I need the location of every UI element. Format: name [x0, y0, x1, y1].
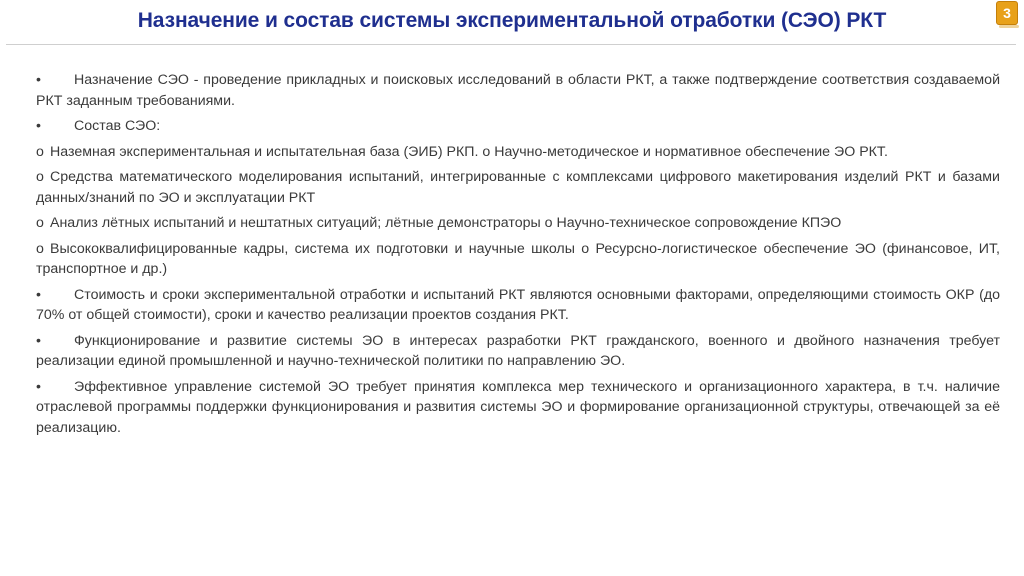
sub-item-flight-tests	[36, 213, 1000, 234]
bullet-marker: •	[36, 332, 41, 349]
paragraph-text: Высококвалифицированные кадры, система их подготовки и научные школы о Ресурсно-логистическое обеспечение ЭО (финансовое, ИТ, транспортное и др.)	[36, 240, 1000, 277]
sub-item-modeling	[36, 167, 1000, 208]
sub-item-test-base	[36, 142, 1000, 163]
paragraph-text: Наземная экспериментальная и испытательная база (ЭИБ) РКП. о Научно-методическое и нормативное обеспечение ЭО РКТ.	[50, 143, 888, 160]
paragraph-cost	[36, 285, 1000, 326]
paragraph-text: Состав СЭО:	[74, 118, 161, 134]
paragraph-text: Назначение СЭО - проведение прикладных и поисковых исследований в области РКТ, а также подтверждение соответствия создаваемой РКТ заданным требованиями.	[36, 72, 1000, 109]
title-divider	[6, 44, 1016, 45]
slide-content	[36, 70, 1000, 443]
bullet-marker: •	[36, 378, 41, 395]
paragraph-text: Анализ лётных испытаний и нештатных ситуаций; лётные демонстраторы о Научно-техническое сопровождение КПЭО	[50, 215, 842, 231]
bullet-marker: •	[36, 72, 41, 88]
sub-marker: о	[36, 240, 44, 257]
bullet-marker: •	[36, 286, 41, 303]
sub-marker: о	[36, 215, 44, 231]
sub-item-personnel	[36, 239, 1000, 280]
sub-marker: о	[36, 143, 44, 160]
paragraph-text: Средства математического моделирования испытаний, интегрированные с комплексами цифрового макетирования изделий РКТ и базами данных/знаний по ЭО и эксплуатации РКТ	[36, 169, 1000, 206]
paragraph-management	[36, 377, 1000, 439]
paragraph-composition	[36, 116, 1000, 137]
slide-title: Назначение и состав системы экспериментальной отработки (СЭО) РКТ	[137, 9, 887, 32]
paragraph-text: Функционирование и развитие системы ЭО в интересах разработки РКТ гражданского, военного и двойного назначения требует реализации единой промышленной и научно-технической политики по направлению ЭО.	[36, 332, 1000, 369]
sub-marker: о	[36, 169, 44, 185]
paragraph-text: Эффективное управление системой ЭО требует принятия комплекса мер технического и организационного характера, в т.ч. наличие отраслевой программы поддержки функционирования и развития системы ЭО и формирование организационной структуры, отвечающей за её реализацию.	[36, 378, 1000, 436]
paragraph-development	[36, 331, 1000, 372]
page-number-badge-shadow	[999, 25, 1019, 28]
paragraph-purpose	[36, 70, 1000, 111]
paragraph-text: Стоимость и сроки экспериментальной отработки и испытаний РКТ являются основными факторами, определяющими стоимость ОКР (до 70% от общей стоимости), сроки и качество реализации проектов создания РКТ.	[36, 286, 1000, 323]
page-number-badge: 3	[996, 1, 1018, 25]
bullet-marker: •	[36, 118, 41, 134]
